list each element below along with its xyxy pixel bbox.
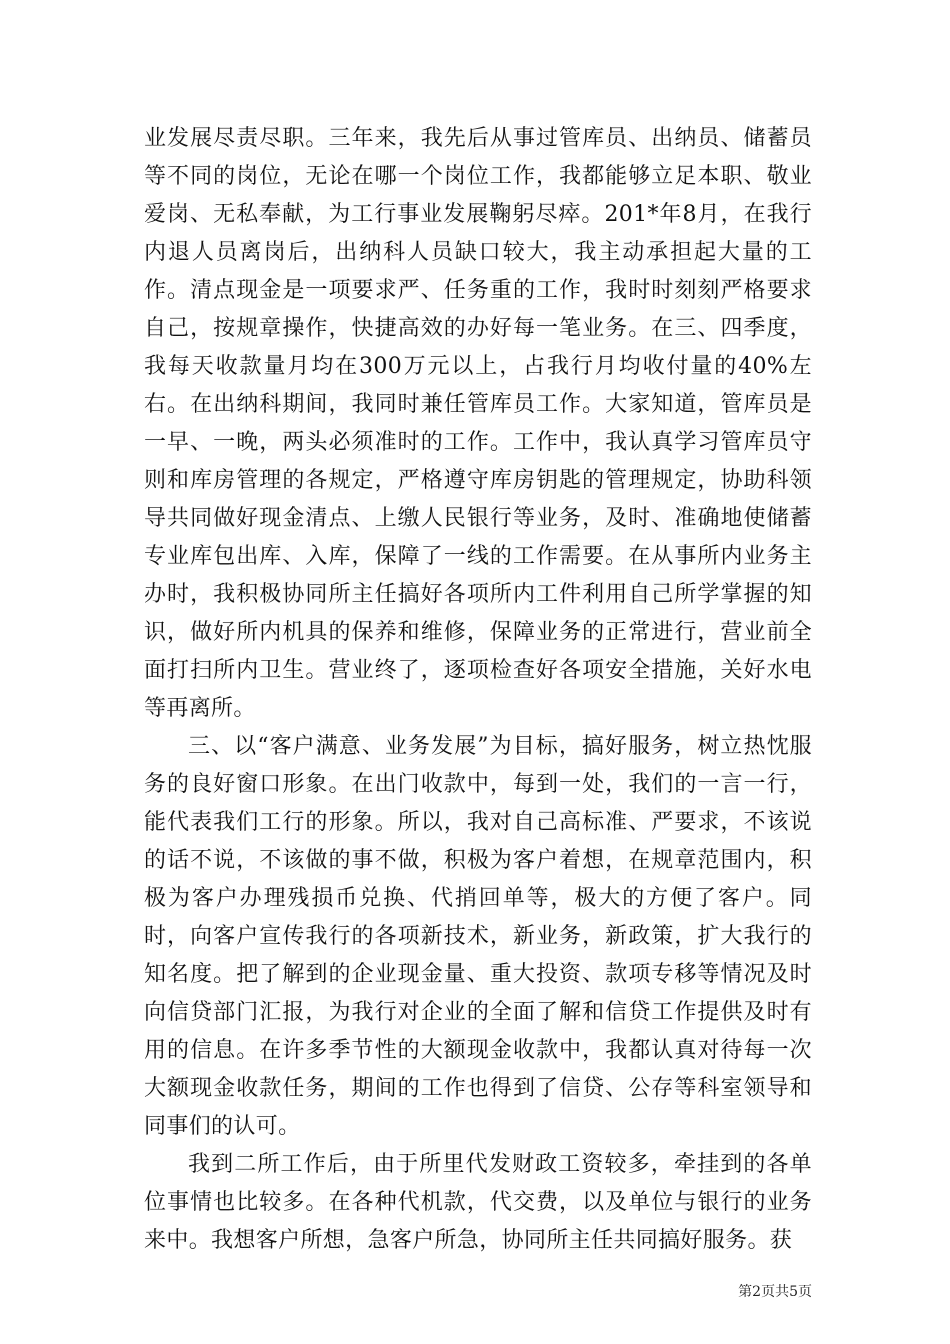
- document-body: [144, 120, 812, 1260]
- paragraph-3: 我到二所工作后，由于所里代发财政工资较多，牵挂到的各单位事情也比较多。在各种代机款，代交费，以及单位与银行的业务来中。我想客户所想，急客户所急，协同所主任共同搞好服务。获: [144, 1152, 812, 1253]
- page-footer: [640, 1283, 812, 1301]
- paragraph-2: 三、以“客户满意、业务发展”为目标，搞好服务，树立热忱服务的良好窗口形象。在出门收款中，每到一处，我们的一言一行，能代表我们工行的形象。所以，我对自己高标准、严要求，不该说的话不说，不该做的事不做，积极为客户着想，在规章范围内，积极为客户办理残损币兑换、代捎回单等，极大的方便了客户。同时，向客户宣传我行的各项新技术，新业务，新政策，扩大我行的知名度。把了解到的企业现金量、重大投资、款项专移等情况及时向信贷部门汇报，为我行对企业的全面了解和信贷工作提供及时有用的信息。在许多季节性的大额现金收款中，我都认真对待每一次大额现金收款任务，期间的工作也得到了信贷、公存等科室领导和同事们的认可。: [144, 734, 812, 1139]
- paragraph-1: 业发展尽责尽职。三年来，我先后从事过管库员、出纳员、储蓄员等不同的岗位，无论在哪一个岗位工作，我都能够立足本职、敬业爱岗、无私奉献，为工行事业发展鞠躬尽瘁。201*年8月，在我行内退人员离岗后，出纳科人员缺口较大，我主动承担起大量的工作。清点现金是一项要求严、任务重的工作，我时时刻刻严格要求自己，按规章操作，快捷高效的办好每一笔业务。在三、四季度，我每天收款量月均在300万元以上，占我行月均收付量的40%左右。在出纳科期间，我同时兼任管库员工作。大家知道，管库员是一早、一晚，两头必须准时的工作。工作中，我认真学习管库员守则和库房管理的各规定，严格遵守库房钥匙的管理规定，协助科领导共同做好现金清点、上缴人民银行等业务，及时、准确地使储蓄专业库包出库、入库，保障了一线的工作需要。在从事所内业务主办时，我积极协同所主任搞好各项所内工件利用自己所学掌握的知识，做好所内机具的保养和维修，保障业务的正常进行，营业前全面打扫所内卫生。营业终了，逐项检查好各项安全措施，关好水电等再离所。: [144, 126, 812, 721]
- page-number-label: 第2页共5页: [738, 1284, 812, 1300]
